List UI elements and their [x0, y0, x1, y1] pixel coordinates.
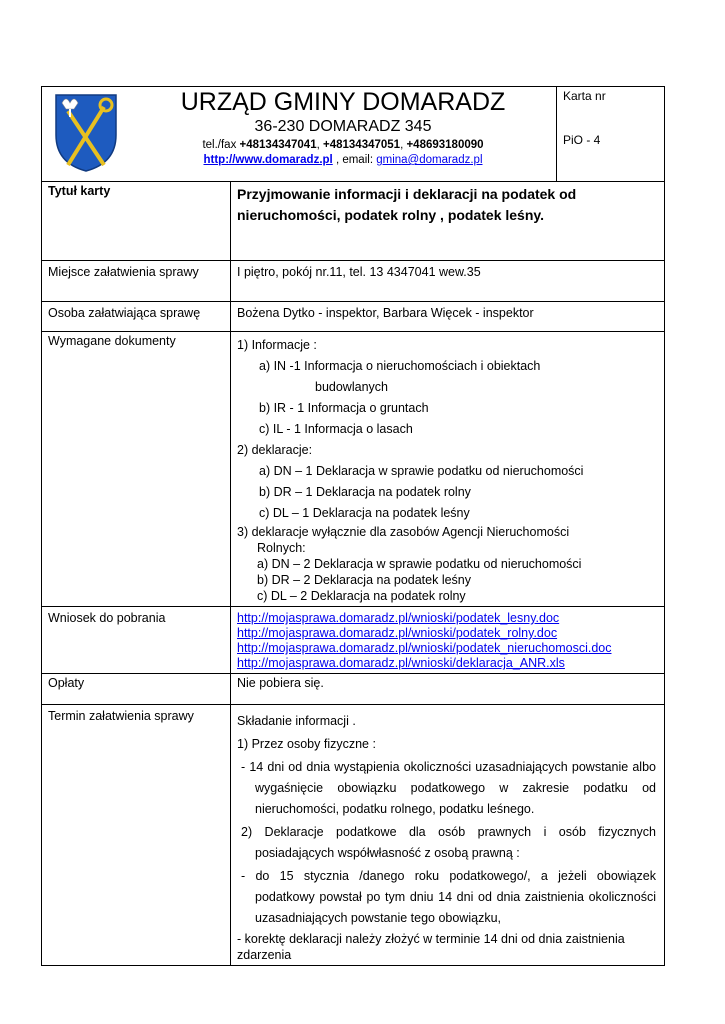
doc-line: 1) Informacje :: [237, 338, 317, 352]
doc-line: 3) deklaracje wyłącznie dla zasobów Agencji Nieruchomości: [237, 525, 570, 539]
row-forms-label: Wniosek do pobrania: [42, 607, 231, 674]
doc-line: c) IL - 1 Informacja o lasach: [259, 422, 413, 436]
web-line: [130, 153, 556, 168]
row-fees-label: Opłaty: [42, 674, 231, 705]
doc-line: budowlanych: [315, 380, 388, 394]
office-title: URZĄD GMINY DOMARADZ: [180, 88, 506, 116]
doc-line: Rolnych:: [257, 541, 306, 555]
title-line-2: nieruchomości, podatek rolny , podatek leśny.: [237, 207, 545, 223]
row-person-value: Bożena Dytko - inspektor, Barbara Więcek - inspektor: [231, 302, 665, 332]
row-deadline: [42, 705, 665, 966]
phone-1: +48134347041: [239, 139, 317, 151]
title-line-1: Przyjmowanie informacji i deklaracji na podatek od: [237, 186, 577, 202]
phone-line: [130, 137, 556, 153]
card-number-value: PiO - 4: [563, 133, 601, 147]
row-fees-value: Nie pobiera się.: [231, 674, 665, 705]
row-documents-value: [231, 332, 665, 607]
doc-line: a) DN – 1 Deklaracja w sprawie podatku od nieruchomości: [259, 464, 584, 478]
deadline-para: 1) Przez osoby fizyczne :: [237, 737, 376, 751]
form-link-nieruchomosci[interactable]: http://mojasprawa.domaradz.pl/wnioski/podatek_nieruchomosci.doc: [237, 641, 612, 655]
doc-line: 2) deklaracje:: [237, 443, 313, 457]
row-documents: [42, 332, 665, 607]
row-place-label: Miejsce załatwienia sprawy: [42, 261, 231, 302]
row-forms-value: [231, 607, 665, 674]
form-link-anr[interactable]: http://mojasprawa.domaradz.pl/wnioski/deklaracja_ANR.xls: [237, 656, 565, 670]
doc-line: c) DL – 1 Deklaracja na podatek leśny: [259, 506, 470, 520]
phone-2: +48134347051: [323, 139, 401, 151]
row-deadline-label: Termin załatwienia sprawy: [42, 705, 231, 966]
row-fees: [42, 674, 665, 705]
doc-line: b) DR – 2 Deklaracja na podatek leśny: [257, 573, 472, 587]
row-deadline-value: [231, 705, 665, 966]
phone-3: +48693180090: [406, 139, 484, 151]
row-forms: [42, 607, 665, 674]
website-link[interactable]: http://www.domaradz.pl: [203, 154, 333, 166]
doc-line: b) IR - 1 Informacja o gruntach: [259, 401, 429, 415]
header-row: [42, 87, 665, 182]
deadline-para: 2) Deklaracje podatkowe dla osób prawnych i osób fizycznych posiadających współwłasność z osobą prawną :: [241, 825, 656, 860]
row-person-label: Osoba załatwiająca sprawę: [42, 302, 231, 332]
row-title: [42, 182, 665, 261]
phone-sep-1: ,: [316, 139, 323, 151]
row-place: [42, 261, 665, 302]
doc-line: a) IN -1 Informacja o nieruchomościach i obiektach: [259, 359, 541, 373]
row-documents-label: Wymagane dokumenty: [42, 332, 231, 607]
deadline-para: - 14 dni od dnia wystąpienia okoliczności uzasadniających powstanie albo wygaśnięcie obowiązku podatkowego w zakresie podatku od nieruchomości, podatku rolnego, podatku leśnego.: [241, 760, 656, 816]
doc-line: c) DL – 2 Deklaracja na podatek rolny: [257, 589, 466, 603]
row-place-value: I piętro, pokój nr.11, tel. 13 4347041 wew.35: [231, 261, 665, 302]
header-cell: [42, 87, 557, 182]
coat-of-arms-icon: [54, 93, 118, 173]
email-link[interactable]: gmina@domaradz.pl: [376, 154, 483, 166]
phone-sep-2: ,: [400, 139, 407, 151]
header-text: [130, 87, 556, 168]
email-prefix: , email:: [332, 154, 377, 166]
form-link-lesny[interactable]: http://mojasprawa.domaradz.pl/wnioski/podatek_lesny.doc: [237, 611, 560, 625]
deadline-para: - korektę deklaracji należy złożyć w terminie 14 dni od dnia zaistnienia zdarzenia: [237, 932, 625, 962]
row-title-value: [231, 182, 665, 261]
tel-prefix: tel./fax: [202, 139, 240, 151]
office-address: 36-230 DOMARADZ 345: [254, 118, 432, 135]
card-number-cell: [557, 87, 665, 182]
doc-line: a) DN – 2 Deklaracja w sprawie podatku od nieruchomości: [257, 557, 582, 571]
doc-line: b) DR – 1 Deklaracja na podatek rolny: [259, 485, 471, 499]
document-page: [41, 86, 664, 966]
row-person: [42, 302, 665, 332]
form-link-rolny[interactable]: http://mojasprawa.domaradz.pl/wnioski/podatek_rolny.doc: [237, 626, 558, 640]
row-title-label: Tytuł karty: [42, 182, 231, 261]
service-card-table: [41, 86, 665, 966]
deadline-para: - do 15 stycznia /danego roku podatkowego/, a jeżeli obowiązek podatkowy powstał po tym dniu 14 dni od dnia zaistnienia okoliczności uzasadniających powstanie tego obowiązku,: [241, 869, 656, 925]
deadline-para: Składanie informacji .: [237, 714, 356, 728]
card-number-label: Karta nr: [563, 89, 606, 103]
